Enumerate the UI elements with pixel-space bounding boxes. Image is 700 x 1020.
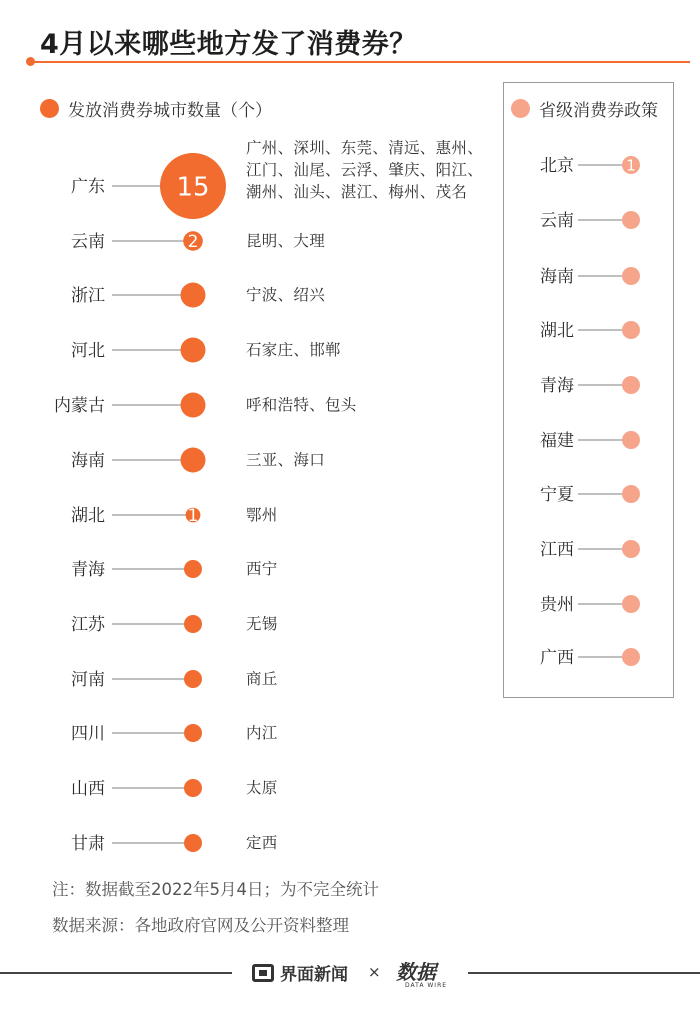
province-label: 海南 bbox=[71, 451, 105, 471]
legend-label-province: 省级消费券政策 bbox=[539, 101, 658, 121]
province-policy-dot bbox=[622, 376, 640, 394]
city-list: 昆明、大理 bbox=[246, 232, 326, 250]
footer-times: × bbox=[368, 963, 381, 981]
province-label: 山西 bbox=[71, 779, 105, 799]
footer-rule-left bbox=[0, 972, 232, 974]
count-data-label: 1 bbox=[187, 506, 199, 527]
datawire-logo: 数据 bbox=[396, 960, 436, 984]
city-count-bubble bbox=[184, 724, 202, 742]
city-list: 三亚、海口 bbox=[246, 451, 326, 469]
province-policy-label: 湖北 bbox=[540, 321, 574, 341]
footer-rule-right bbox=[468, 972, 700, 974]
city-count-bubble bbox=[181, 448, 206, 473]
city-list: 鄂州 bbox=[246, 506, 278, 524]
province-policy-label: 福建 bbox=[540, 431, 574, 451]
city-count-bubble bbox=[184, 615, 202, 633]
datawire-logo-sub: DATA WIRE bbox=[405, 982, 448, 989]
province-label: 广东 bbox=[71, 177, 105, 197]
province-policy-label: 北京 bbox=[540, 156, 574, 176]
province-policy-label: 江西 bbox=[540, 540, 574, 560]
province-label: 河南 bbox=[71, 670, 105, 690]
city-count-bubble bbox=[184, 779, 202, 797]
count-data-label: 15 bbox=[176, 172, 210, 203]
city-count-bubble bbox=[181, 338, 206, 363]
jiemian-logo-icon bbox=[252, 964, 274, 982]
legend-label-city: 发放消费券城市数量（个） bbox=[68, 101, 272, 121]
province-policy-label: 宁夏 bbox=[540, 485, 574, 505]
province-label: 河北 bbox=[71, 341, 105, 361]
city-count-bubble bbox=[184, 670, 202, 688]
city-list: 呼和浩特、包头 bbox=[246, 396, 357, 414]
province-policy-dot bbox=[622, 431, 640, 449]
city-list: 石家庄、邯郸 bbox=[246, 341, 341, 359]
city-list: 无锡 bbox=[246, 615, 278, 633]
city-list: 广州、深圳、东莞、清远、惠州、江门、汕尾、云浮、肇庆、阳江、潮州、汕头、湛江、梅州、茂名 bbox=[246, 139, 484, 201]
province-policy-label: 云南 bbox=[540, 211, 574, 231]
province-policy-dot bbox=[622, 540, 640, 558]
province-label: 四川 bbox=[71, 724, 105, 744]
province-policy-label: 广西 bbox=[540, 648, 574, 668]
city-list: 商丘 bbox=[246, 670, 278, 688]
count-data-label: 2 bbox=[187, 232, 199, 253]
province-policy-dot bbox=[622, 595, 640, 613]
city-list: 定西 bbox=[246, 834, 278, 852]
province-policy-label: 贵州 bbox=[540, 595, 574, 615]
province-policy-dot bbox=[622, 485, 640, 503]
city-count-bubble bbox=[181, 393, 206, 418]
city-count-bubble bbox=[181, 283, 206, 308]
city-list: 太原 bbox=[246, 779, 278, 797]
chart-title: 4月以来哪些地方发了消费券？ bbox=[40, 29, 417, 60]
footer-brand-label: 界面新闻 bbox=[280, 965, 348, 985]
province-policy-label: 青海 bbox=[540, 376, 574, 396]
province-label: 湖北 bbox=[71, 506, 105, 526]
province-label: 云南 bbox=[71, 232, 105, 252]
province-label: 浙江 bbox=[71, 286, 105, 306]
city-list: 宁波、绍兴 bbox=[246, 286, 326, 304]
note-text: 注：数据截至2022年5月4日；为不完全统计 bbox=[52, 880, 379, 899]
city-count-bubble bbox=[184, 834, 202, 852]
province-policy-dot bbox=[622, 321, 640, 339]
province-label: 青海 bbox=[71, 560, 105, 580]
province-policy-dot bbox=[622, 211, 640, 229]
province-policy-label: 海南 bbox=[540, 267, 574, 287]
city-list: 西宁 bbox=[246, 560, 278, 578]
province-label: 江苏 bbox=[71, 615, 105, 635]
province-data-label: 1 bbox=[626, 156, 636, 175]
province-policy-dot bbox=[622, 267, 640, 285]
province-label: 甘肃 bbox=[71, 834, 105, 854]
source-text: 数据来源：各地政府官网及公开资料整理 bbox=[52, 916, 349, 935]
province-policy-dot bbox=[622, 648, 640, 666]
province-label: 内蒙古 bbox=[54, 396, 105, 416]
city-count-bubble bbox=[184, 560, 202, 578]
footer-brand bbox=[252, 960, 348, 985]
city-list: 内江 bbox=[246, 724, 278, 742]
